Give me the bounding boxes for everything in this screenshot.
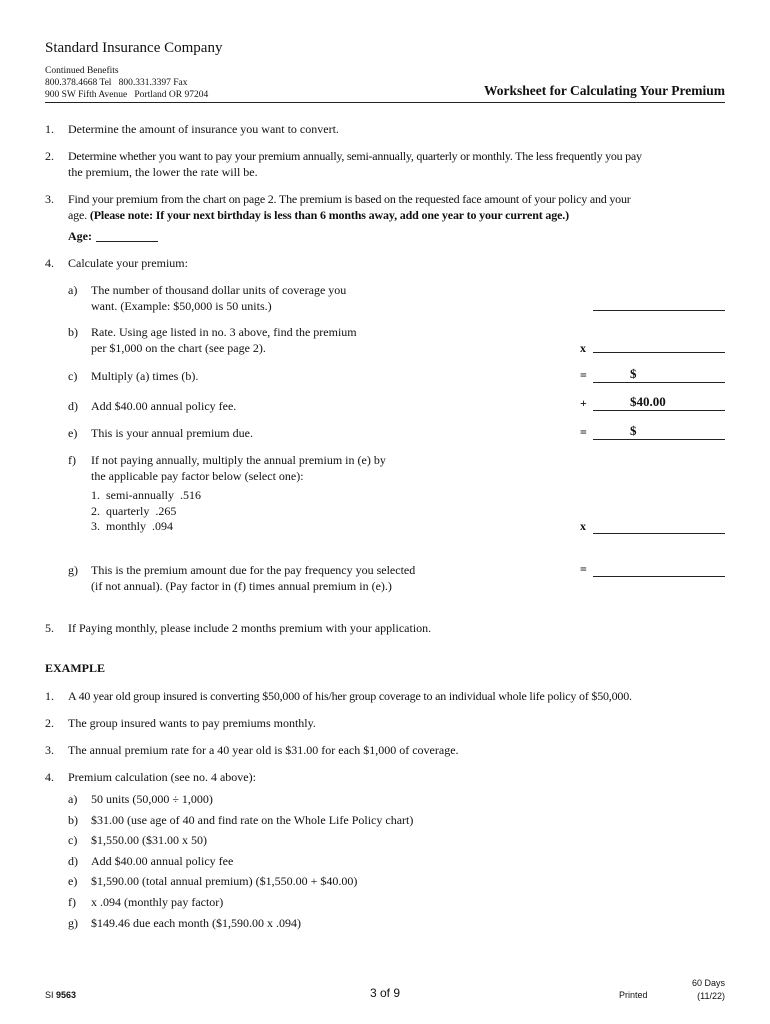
list-item: [68, 812, 413, 833]
age-label: Age:: [68, 229, 92, 243]
list-item: [68, 791, 413, 812]
step-2-text: [68, 148, 728, 180]
example-heading: EXAMPLE: [45, 661, 105, 675]
step-4c-text: Multiply (a) times (b).: [91, 369, 199, 383]
example-calc-list: [68, 791, 413, 935]
rate-operator: x: [580, 341, 586, 355]
example-3-number: 3.: [45, 743, 54, 757]
factor-operator: x: [580, 519, 586, 533]
example-1-number: 1.: [45, 689, 54, 703]
example-calc-text: 50 units (50,000 ÷ 1,000): [91, 792, 213, 806]
example-2-number: 2.: [45, 716, 54, 730]
step-3-number: 3.: [45, 192, 54, 206]
fee-field: [593, 410, 725, 411]
example-calc-text: $31.00 (use age of 40 and find rate on the Whole Life Policy chart): [91, 812, 414, 827]
product-field[interactable]: [593, 382, 725, 383]
step-4g-letter: g): [68, 563, 78, 577]
step-4f-line-2: the applicable pay factor below (select one):: [91, 469, 304, 483]
step-4a-text: [91, 282, 346, 314]
step-4-number: 4.: [45, 256, 54, 270]
list-item: [68, 853, 413, 874]
annual-value: $: [630, 423, 637, 438]
step-4a-line-2: want. (Example: $50,000 is 50 units.): [91, 299, 272, 313]
example-2-text: The group insured wants to pay premiums monthly.: [68, 716, 316, 730]
step-4f-text: [91, 452, 386, 484]
example-calc-text: x .094 (monthly pay factor): [91, 894, 224, 909]
phone-fax: 800.378.4668 Tel 800.331.3397 Fax: [45, 78, 188, 88]
option-quarterly: 2. quarterly .265: [91, 503, 177, 518]
form-prefix: SI: [45, 990, 57, 1000]
example-1-text: A 40 year old group insured is converting $50,000 of his/her group coverage to an individual whole life policy of $50,000.: [68, 689, 632, 703]
annual-operator: =: [580, 425, 587, 439]
step-3-note: (Please note: If your next birthday is less than 6 months away, add one year to your current age.): [89, 208, 569, 222]
step-4b-letter: b): [68, 325, 78, 339]
step-4a-line-1: The number of thousand dollar units of coverage you: [91, 283, 347, 297]
example-calc-letter: e): [68, 874, 78, 889]
printed-label: Printed: [619, 990, 648, 1000]
step-1-text: Determine the amount of insurance you want to convert.: [68, 122, 339, 136]
step-4d-text: Add $40.00 annual policy fee.: [91, 399, 237, 413]
header-divider: [45, 102, 725, 103]
units-field[interactable]: [593, 310, 725, 311]
step-4g-text: [91, 562, 415, 594]
step-4c-letter: c): [68, 369, 78, 383]
step-5-number: 5.: [45, 621, 54, 635]
step-4g-line-1: This is the premium amount due for the pay frequency you selected: [91, 563, 416, 577]
step-4b-line-2: per $1,000 on the chart (see page 2).: [91, 341, 266, 355]
step-4g-line-2: (if not annual). (Pay factor in (f) times annual premium in (e).): [91, 579, 392, 593]
example-calc-letter: a): [68, 792, 78, 806]
example-calc-letter: d): [68, 853, 78, 868]
rate-field[interactable]: [593, 352, 725, 353]
step-4f-letter: f): [68, 453, 76, 467]
example-calc-letter: g): [68, 915, 78, 930]
step-4d-letter: d): [68, 399, 78, 413]
page-number: 3 of 9: [370, 986, 401, 1000]
step-4-text: Calculate your premium:: [68, 256, 188, 270]
step-3-line-1: Find your premium from the chart on page 2. The premium is based on the requested face amount of your policy and your: [68, 192, 631, 206]
step-3-text: [68, 191, 728, 223]
step-4e-letter: e): [68, 426, 78, 440]
example-calc-letter: c): [68, 833, 78, 848]
option-monthly: 3. monthly .094: [91, 519, 174, 533]
step-4e-text: This is your annual premium due.: [91, 426, 253, 440]
example-calc-letter: f): [68, 894, 76, 909]
retention-days: 60 Days: [691, 978, 725, 988]
frequency-premium-field[interactable]: [593, 576, 725, 577]
example-calc-text: Add $40.00 annual policy fee: [91, 853, 234, 868]
form-number-value: 9563: [56, 990, 77, 1000]
step-4a-letter: a): [68, 283, 78, 297]
annual-premium-field[interactable]: [593, 439, 725, 440]
company-name: Standard Insurance Company: [45, 40, 223, 56]
age-field[interactable]: [96, 241, 158, 242]
step-4f-line-1: If not paying annually, multiply the annual premium in (e) by: [91, 453, 386, 467]
example-calc-letter: b): [68, 812, 78, 827]
example-calc-text: $149.46 due each month ($1,590.00 x .094): [91, 915, 301, 930]
revision-date: (11/22): [697, 991, 725, 1001]
address: 900 SW Fifth Avenue Portland OR 97204: [45, 90, 209, 100]
example-4-number: 4.: [45, 770, 54, 784]
fee-operator: +: [580, 396, 587, 410]
step-4b-line-1: Rate. Using age listed in no. 3 above, find the premium: [91, 325, 357, 339]
step-2-line-1: Determine whether you want to pay your premium annually, semi-annually, quarterly or monthly. The less frequently you pay: [68, 149, 642, 163]
fee-value: $40.00: [630, 394, 666, 409]
step-2-number: 2.: [45, 149, 54, 163]
step-4b-text: [91, 324, 357, 356]
step-1-number: 1.: [45, 122, 54, 136]
worksheet-title: Worksheet for Calculating Your Premium: [484, 83, 725, 98]
example-calc-text: $1,550.00 ($31.00 x 50): [91, 833, 207, 848]
pay-factor-options: [91, 488, 201, 535]
example-calc-text: $1,590.00 (total annual premium) ($1,550.00 + $40.00): [91, 874, 358, 889]
example-4-text: Premium calculation (see no. 4 above):: [68, 770, 256, 784]
contact-block: [45, 65, 208, 101]
step-3-line-2-plain: age.: [68, 208, 90, 222]
pay-factor-field[interactable]: [593, 533, 725, 534]
step-2-line-2: the premium, the lower the rate will be.: [68, 165, 258, 179]
list-item: [68, 894, 413, 915]
step-5-text: If Paying monthly, please include 2 months premium with your application.: [68, 621, 432, 635]
department: Continued Benefits: [45, 66, 119, 76]
list-item: [68, 915, 413, 936]
revision-block: [692, 977, 725, 1003]
example-3-text: The annual premium rate for a 40 year old is $31.00 for each $1,000 of coverage.: [68, 743, 459, 757]
list-item: [68, 873, 413, 894]
option-semi-annually: 1. semi-annually .516: [91, 488, 201, 502]
frequency-operator: =: [580, 562, 587, 576]
product-value: $: [630, 366, 637, 381]
form-number: [45, 990, 76, 1000]
step-3-line-2: [68, 207, 728, 223]
product-operator: =: [580, 368, 587, 382]
list-item: [68, 832, 413, 853]
